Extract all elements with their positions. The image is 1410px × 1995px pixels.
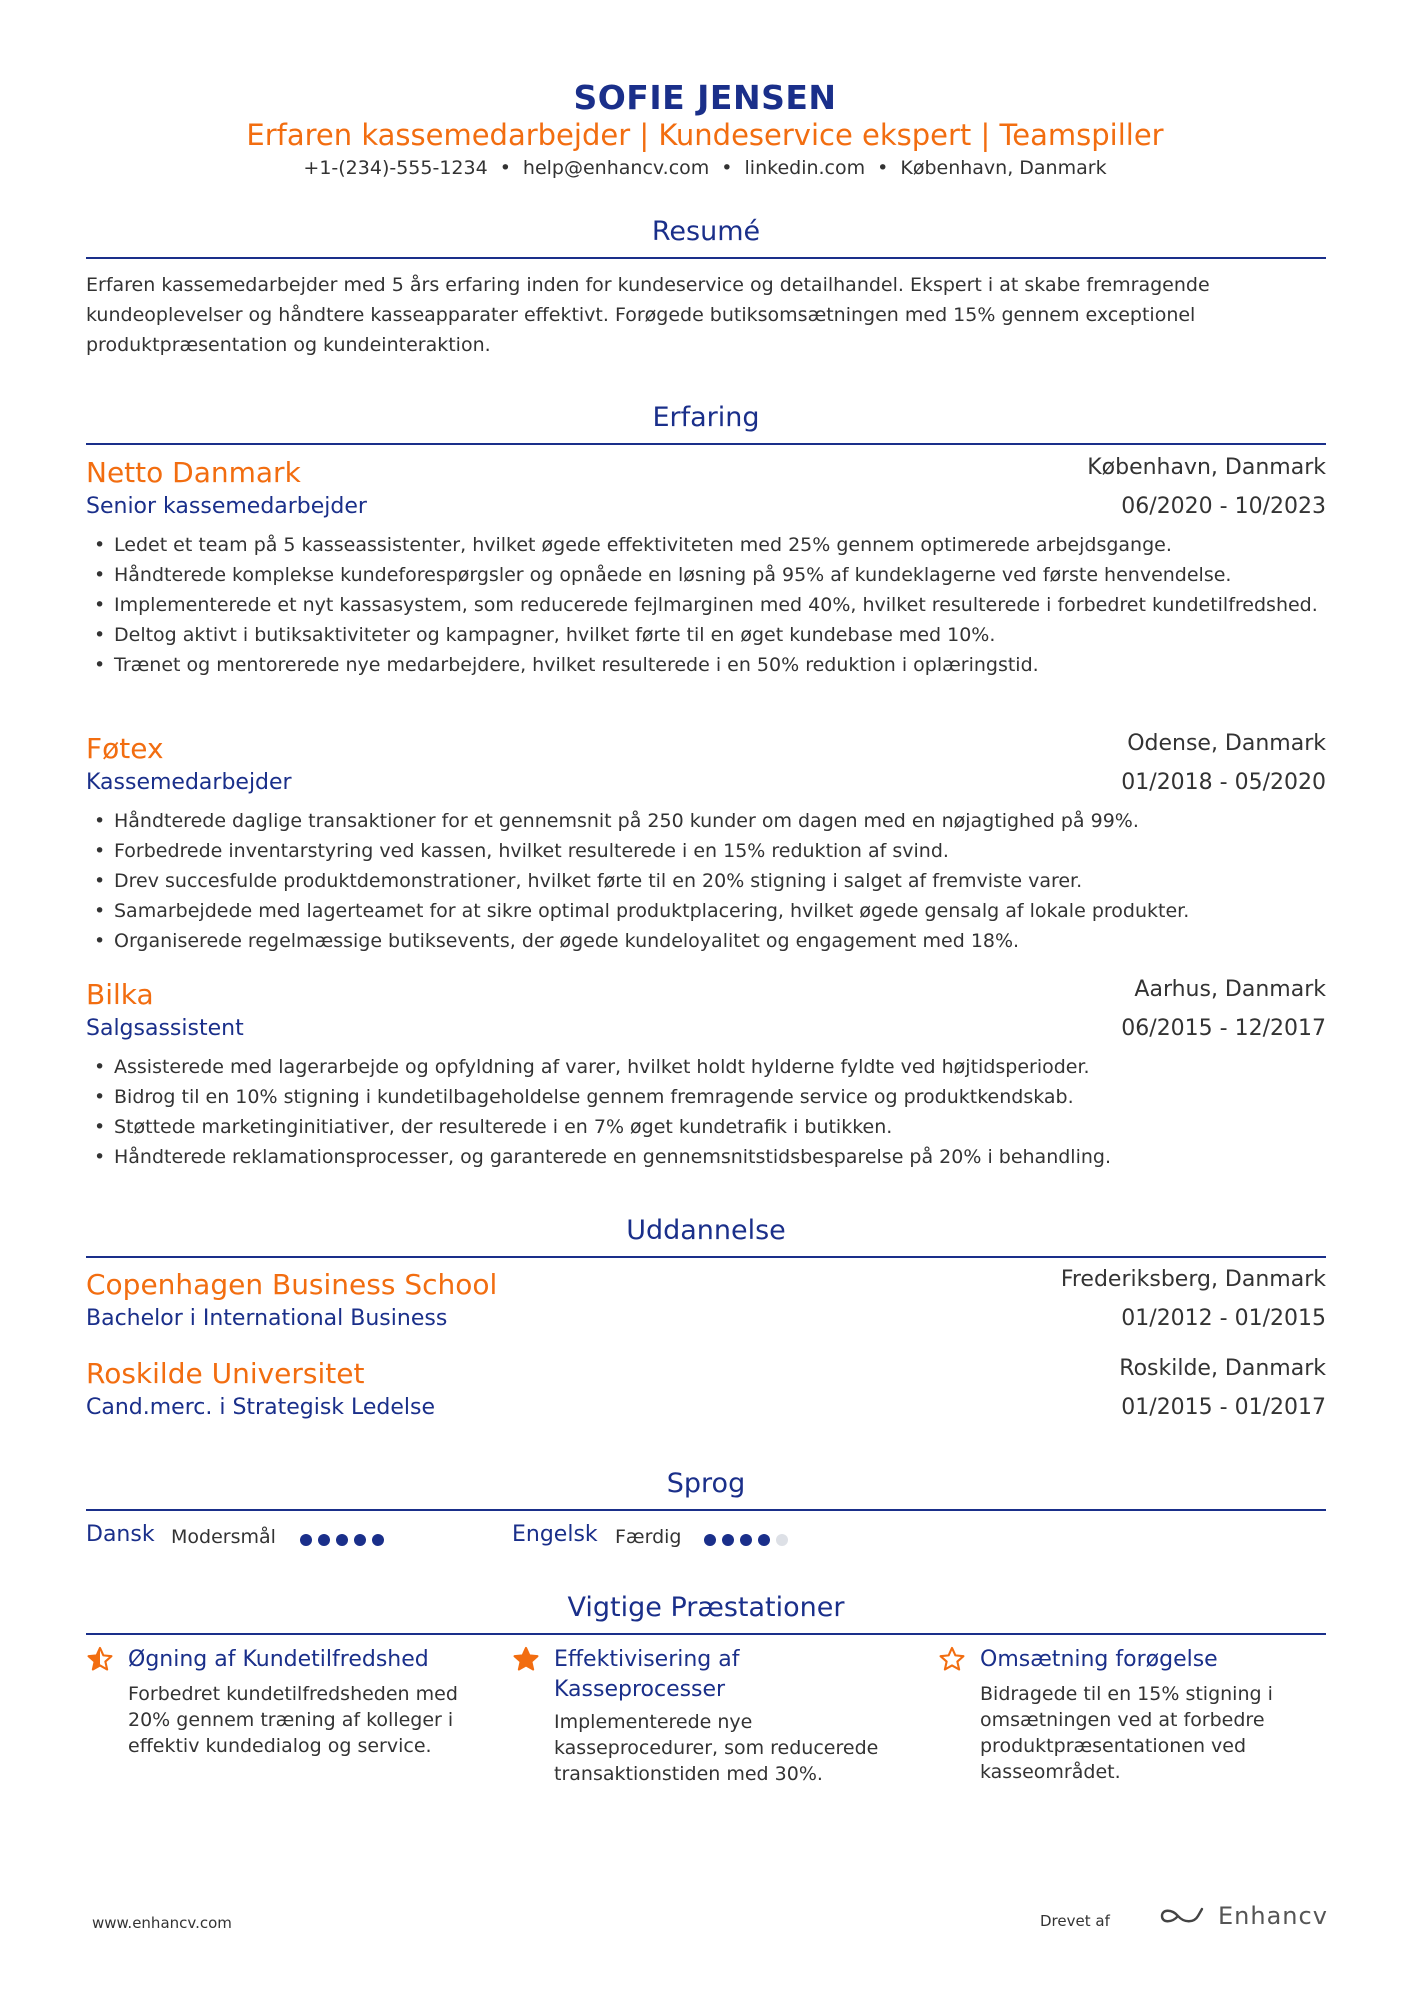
section-title-experience: Erfaring <box>652 402 760 433</box>
footer-powered-by: Drevet af <box>1040 1912 1110 1930</box>
job-title: Kassemedarbejder <box>86 770 292 795</box>
linkedin-link[interactable]: linkedin.com <box>744 157 866 179</box>
rating-dot-filled <box>704 1534 716 1546</box>
job-location: København, Danmark <box>1087 455 1326 480</box>
achievement-description: Implementerede nye kasseprocedurer, som reducerede transaktionstiden med 30%. <box>554 1711 879 1785</box>
list-item: • Organiserede regelmæssige butiksevents, der øgede kundeloyalitet og engagement med 18%. <box>86 926 1326 956</box>
section-title-languages: Sprog <box>666 1468 746 1499</box>
rating-dot-filled <box>318 1534 330 1546</box>
list-item: • Trænet og mentorerede nye medarbejdere, hvilket resulterede i en 50% reduktion i oplæringstid. <box>86 650 1326 680</box>
enhancv-logo-text: Enhancv <box>1218 1902 1328 1930</box>
section-divider <box>86 257 1326 259</box>
rating-dot-filled <box>758 1534 770 1546</box>
list-item: • Støttede marketinginitiativer, der resulterede i en 7% øget kundetrafik i butikken. <box>86 1112 1326 1142</box>
star-outline-icon <box>938 1645 966 1673</box>
degree: Cand.merc. i Strategisk Ledelse <box>86 1395 436 1420</box>
list-item: • Forbedrede inventarstyring ved kassen, hvilket resulterede i en 15% reduktion af svind. <box>86 836 1326 866</box>
contact-line <box>0 157 1410 179</box>
list-item: • Assisterede med lagerarbejde og opfyldning af varer, hvilket holdt hylderne fyldte ved højtidsperioder. <box>86 1052 1326 1082</box>
candidate-name: SOFIE JENSEN <box>573 78 837 117</box>
language-rating <box>300 1531 390 1545</box>
section-divider <box>86 443 1326 445</box>
star-half-icon <box>86 1645 114 1673</box>
achievement-title: Omsætning forøgelse <box>980 1647 1218 1672</box>
list-item: • Håndterede reklamationsprocesser, og garanterede en gennemsnitstidsbesparelse på 20% i behandling. <box>86 1142 1326 1172</box>
rating-dot-filled <box>300 1534 312 1546</box>
job-location: Odense, Danmark <box>1127 731 1326 756</box>
company-name: Bilka <box>86 978 154 1011</box>
section-title-education: Uddannelse <box>626 1215 786 1246</box>
rating-dot-filled <box>740 1534 752 1546</box>
section-title-summary: Resumé <box>651 216 761 247</box>
job-bullets <box>86 530 1326 680</box>
summary-text: Erfaren kassemedarbejder med 5 års erfaring inden for kundeservice og detailhandel. Ekspert i at skabe fremragende kundeoplevelser og håndtere kasseapparater effektivt. Forøgede butiksomsætningen med 15% gennem exceptionel produktpræsentation og kundeinteraktion. <box>86 274 1210 356</box>
job-bullets <box>86 1052 1326 1172</box>
language-name: Engelsk <box>512 1522 598 1547</box>
list-item: • Drev succesfulde produktdemonstrationer, hvilket førte til en 20% stigning i salget af fremviste varer. <box>86 866 1326 896</box>
section-divider <box>86 1633 1326 1635</box>
education-dates: 01/2015 - 01/2017 <box>1121 1395 1326 1420</box>
location: København, Danmark <box>900 157 1107 179</box>
separator: • <box>721 157 733 179</box>
job-title: Salgsassistent <box>86 1016 244 1041</box>
language-level: Modersmål <box>171 1526 276 1548</box>
achievement-title: Øgning af Kundetilfredshed <box>128 1647 429 1672</box>
school-location: Roskilde, Danmark <box>1119 1356 1326 1381</box>
language-rating <box>704 1531 794 1545</box>
company-name: Føtex <box>86 732 164 765</box>
rating-dot-empty <box>776 1534 788 1546</box>
job-dates: 06/2015 - 12/2017 <box>1121 1016 1326 1041</box>
job-bullets <box>86 806 1326 956</box>
school-location: Frederiksberg, Danmark <box>1060 1267 1326 1292</box>
rating-dot-filled <box>336 1534 348 1546</box>
list-item: • Håndterede komplekse kundeforespørgsler og opnåede en løsning på 95% af kundeklagerne ved første henvendelse. <box>86 560 1326 590</box>
list-item: • Bidrog til en 10% stigning i kundetilbageholdelse gennem fremragende service og produktkendskab. <box>86 1082 1326 1112</box>
language-level: Færdig <box>615 1526 682 1548</box>
phone: +1-(234)-555-1234 <box>303 157 488 179</box>
footer-website-link[interactable]: www.enhancv.com <box>92 1914 232 1932</box>
degree: Bachelor i International Business <box>86 1306 448 1331</box>
job-location: Aarhus, Danmark <box>1134 977 1326 1002</box>
school-name: Copenhagen Business School <box>86 1268 498 1301</box>
email-link[interactable]: help@enhancv.com <box>522 157 710 179</box>
separator: • <box>499 157 511 179</box>
rating-dot-filled <box>372 1534 384 1546</box>
company-name: Netto Danmark <box>86 456 301 489</box>
list-item: • Samarbejdede med lagerteamet for at sikre optimal produktplacering, hvilket øgede gensalg af lokale produkter. <box>86 896 1326 926</box>
star-filled-icon <box>512 1645 540 1673</box>
language-name: Dansk <box>86 1522 155 1547</box>
list-item: • Deltog aktivt i butiksaktiviteter og kampagner, hvilket førte til en øget kundebase med 10%. <box>86 620 1326 650</box>
section-divider <box>86 1256 1326 1258</box>
list-item: • Håndterede daglige transaktioner for et gennemsnit på 250 kunder om dagen med en nøjagtighed på 99%. <box>86 806 1326 836</box>
rating-dot-filled <box>354 1534 366 1546</box>
job-dates: 01/2018 - 05/2020 <box>1121 770 1326 795</box>
section-divider <box>86 1509 1326 1511</box>
separator: • <box>877 157 889 179</box>
candidate-tagline: Erfaren kassemedarbejder | Kundeservice ekspert | Teamspiller <box>246 118 1164 152</box>
school-name: Roskilde Universitet <box>86 1357 365 1390</box>
achievement-title: Effektivisering af Kasseprocesser <box>554 1647 740 1702</box>
achievement-description: Bidragede til en 15% stigning i omsætningen ved at forbedre produktpræsentationen ved kasseområdet. <box>980 1683 1273 1783</box>
achievement-description: Forbedret kundetilfredsheden med 20% gennem træning af kolleger i effektiv kundedialog og service. <box>128 1683 458 1757</box>
job-dates: 06/2020 - 10/2023 <box>1121 494 1326 519</box>
job-title: Senior kassemedarbejder <box>86 494 367 519</box>
list-item: • Ledet et team på 5 kasseassistenter, hvilket øgede effektiviteten med 25% gennem optimerede arbejdsgange. <box>86 530 1326 560</box>
list-item: • Implementerede et nyt kassasystem, som reducerede fejlmarginen med 40%, hvilket resulterede i forbedret kundetilfredshed. <box>86 590 1326 620</box>
enhancv-logo-icon <box>1158 1904 1206 1928</box>
rating-dot-filled <box>722 1534 734 1546</box>
section-title-achievements: Vigtige Præstationer <box>567 1592 845 1623</box>
education-dates: 01/2012 - 01/2015 <box>1121 1306 1326 1331</box>
